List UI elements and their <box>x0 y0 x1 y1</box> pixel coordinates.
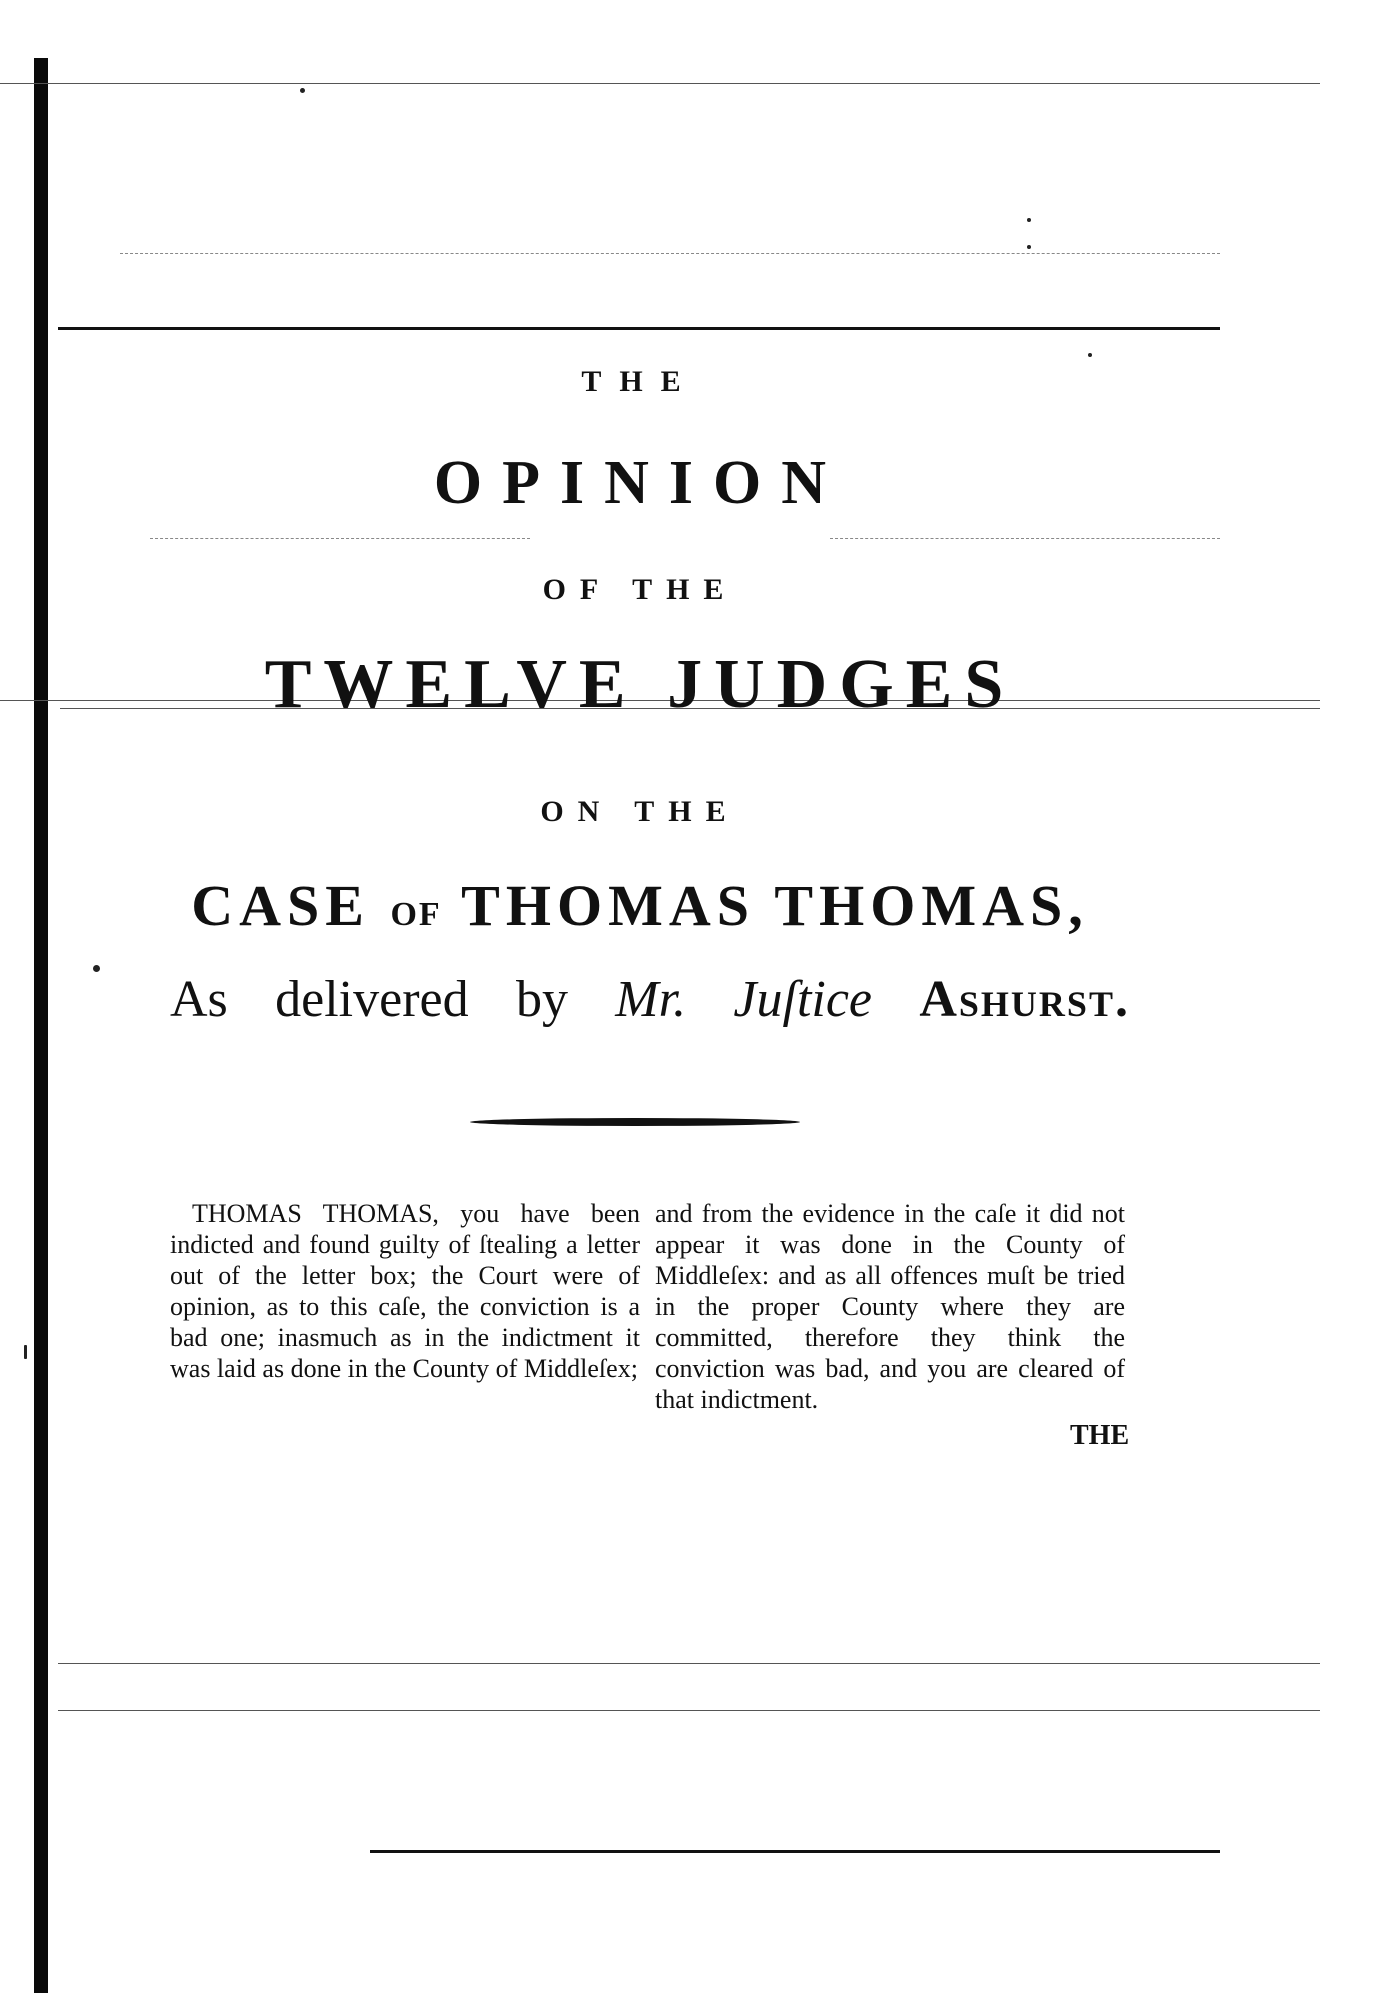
body-left-column: THOMAS THOMAS, you have been indicted and found guilty of ſtealing a letter out of the letter box; the Court were of opinion, as to this caſe, the conviction is a bad one; inasmuch as in the indictment it was laid as done in the County of Middleſex; <box>170 1199 640 1383</box>
title-on-the: ON THE <box>540 795 740 828</box>
delivered-name: Ashurst. <box>919 971 1130 1028</box>
ink-speck <box>1027 218 1031 222</box>
title-case-name: THOMAS THOMAS, <box>461 873 1089 938</box>
top-rule <box>0 83 1320 84</box>
ink-speck <box>24 1345 27 1359</box>
ink-speck <box>1027 245 1031 249</box>
ink-speck <box>93 965 100 972</box>
title-twelve-judges: TWELVE JUDGES <box>264 646 1016 723</box>
faint-rule <box>120 253 1220 254</box>
bottom-rule <box>370 1850 1220 1853</box>
delivered-justice: Juſtice <box>733 971 873 1028</box>
catchword: THE <box>1070 1420 1130 1451</box>
ink-speck <box>300 88 305 93</box>
ornament-rule <box>470 1118 800 1126</box>
delivered-line <box>170 970 1130 1029</box>
faint-rule <box>830 538 1220 539</box>
lower-rule <box>58 1663 1320 1664</box>
delivered-mr: Mr. <box>615 971 687 1028</box>
binding-edge <box>34 58 48 1993</box>
delivered-word: delivered <box>275 971 469 1028</box>
title-case-line <box>60 872 1220 939</box>
ink-speck <box>1088 353 1092 357</box>
header-rule <box>58 327 1220 330</box>
faint-rule <box>150 538 530 539</box>
title-case-word: CASE <box>191 873 370 938</box>
title-of-the: OF THE <box>542 573 738 606</box>
delivered-as: As <box>170 971 228 1028</box>
title-the: THE <box>581 365 699 398</box>
lower-rule <box>58 1710 1320 1711</box>
body-right-column: and from the evidence in the caſe it did not appear it was done in the County of Middleſex: and as all offences muſt be tried in the proper County where they are committed, therefore they think the conviction was bad, and you are cleared of that indictment. <box>655 1199 1125 1414</box>
delivered-by: by <box>515 971 568 1028</box>
title-opinion: OPINION <box>433 449 847 517</box>
title-case-of: OF <box>390 896 442 933</box>
